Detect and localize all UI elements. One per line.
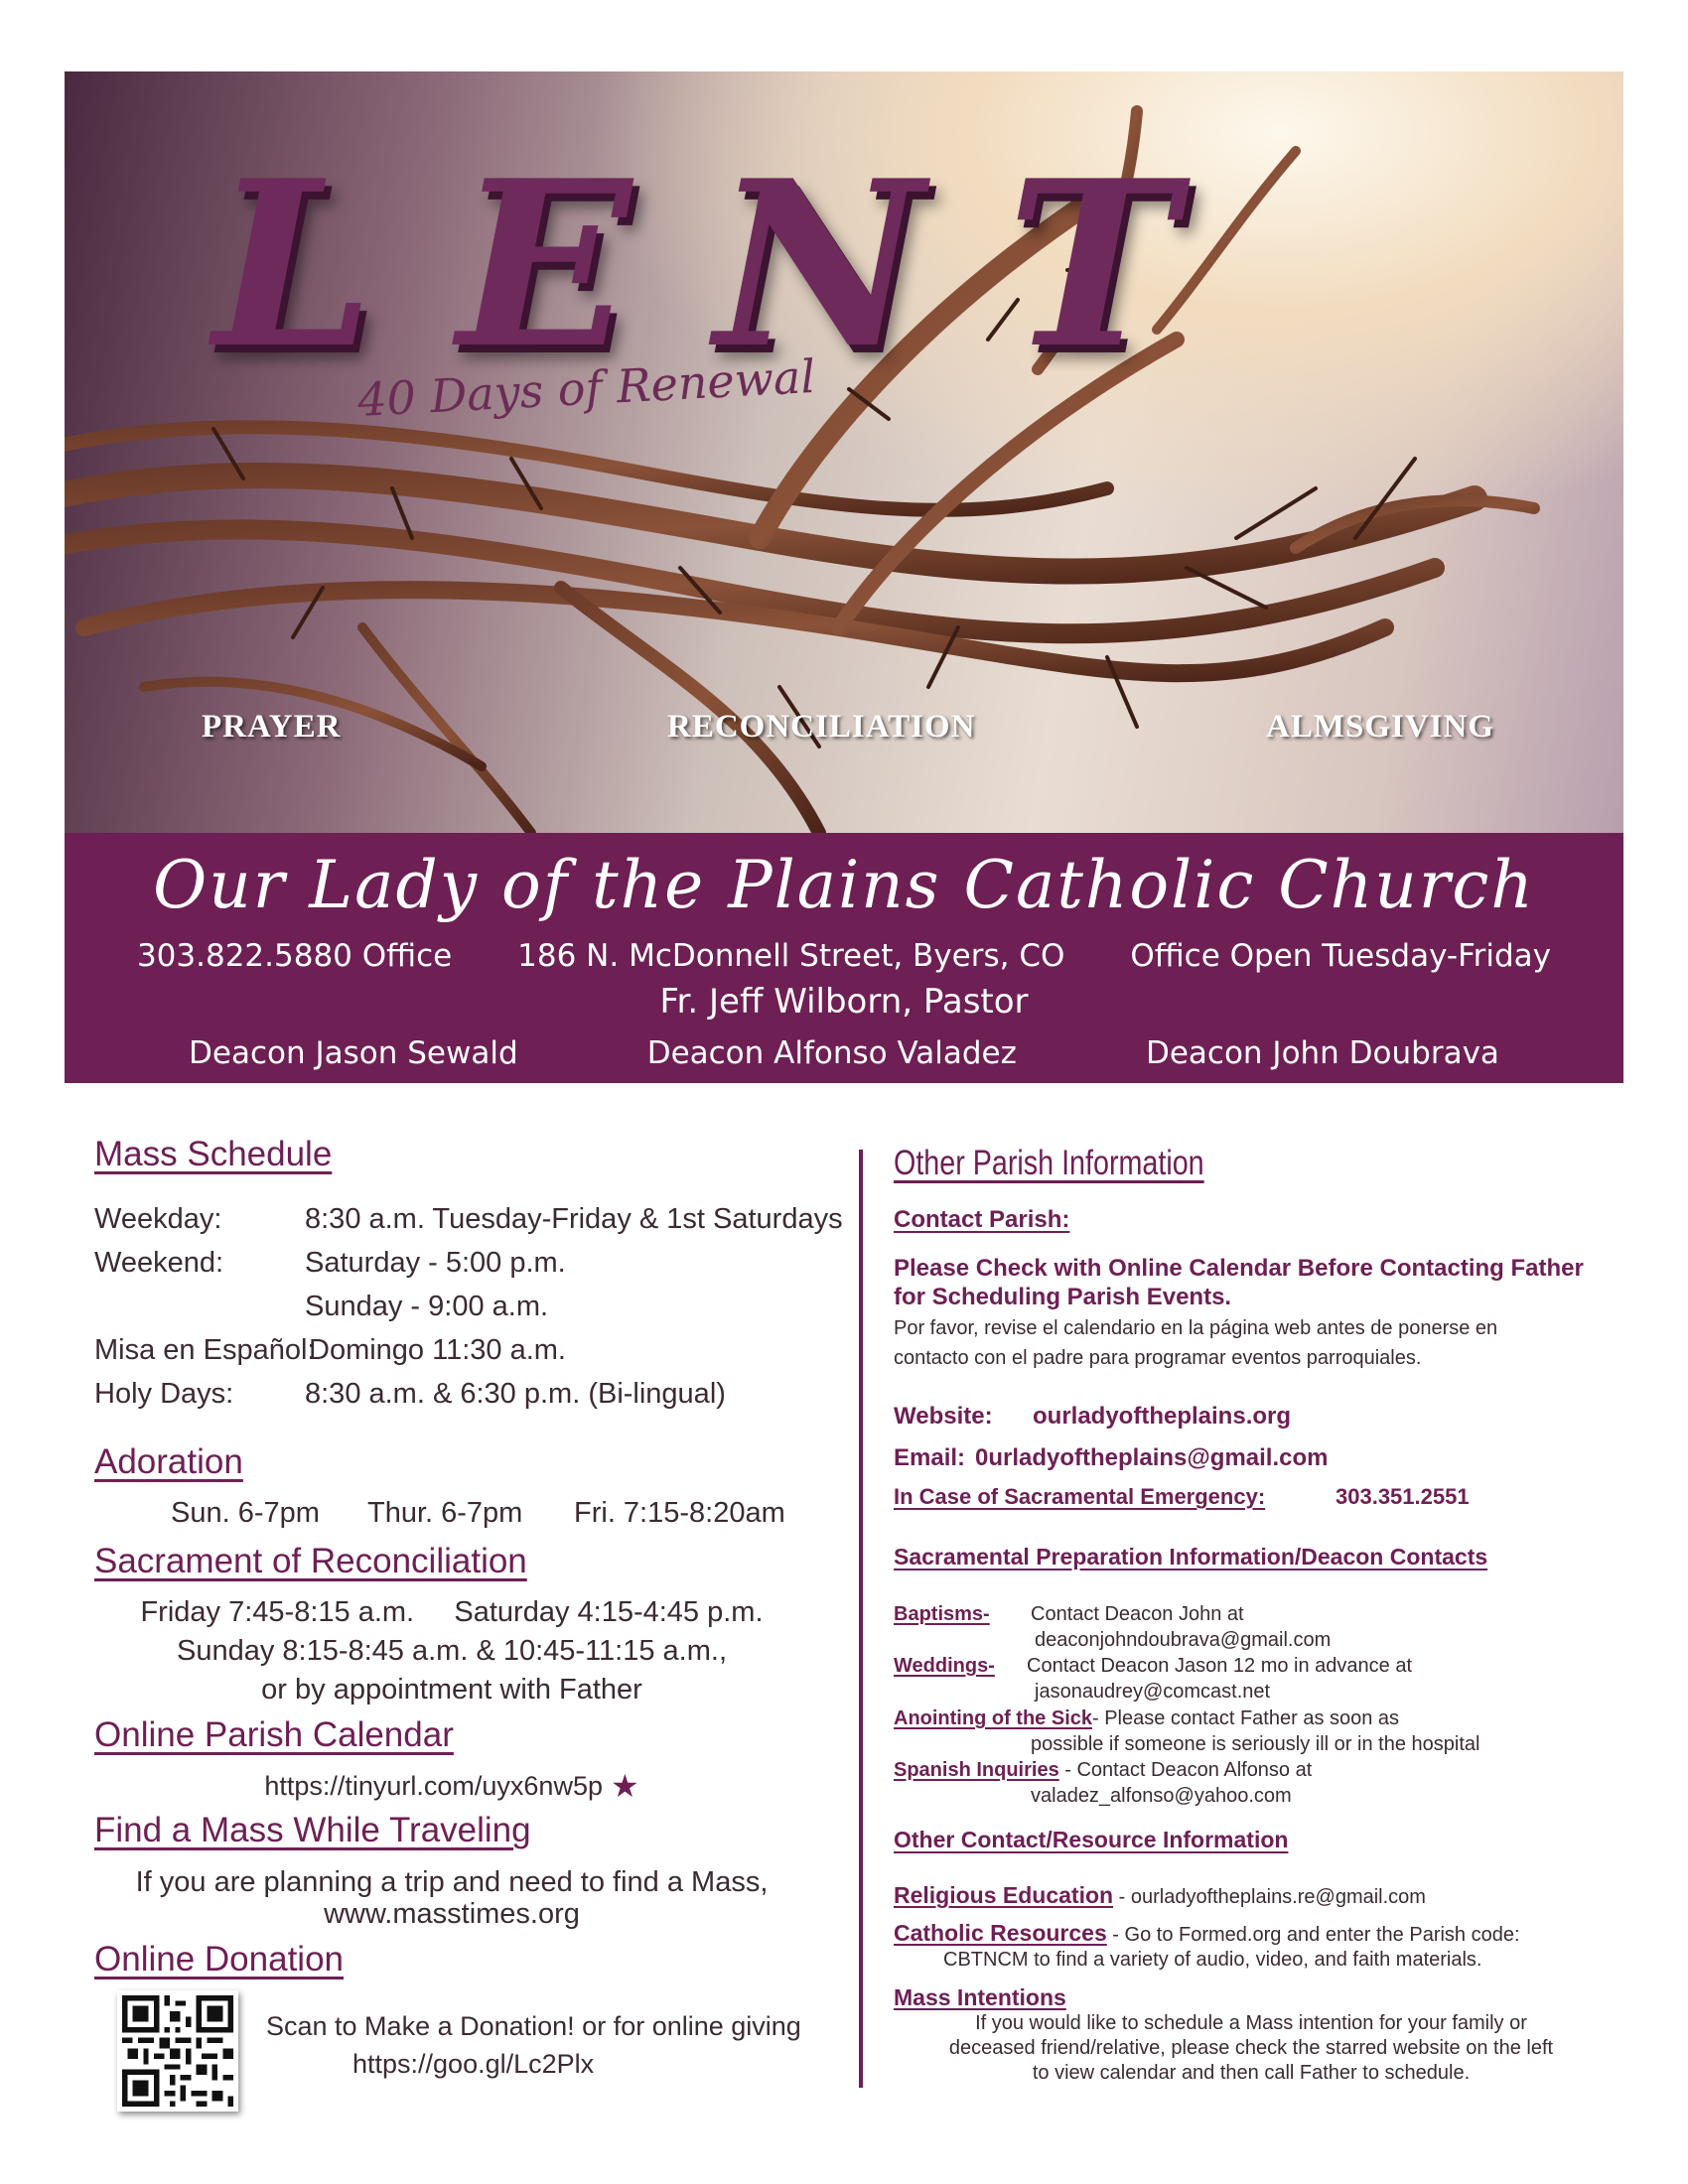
adoration-time: Fri. 7:15-8:20am bbox=[574, 1497, 785, 1529]
weddings-label: Weddings- bbox=[894, 1655, 995, 1677]
calendar-notice-en: Please Check with Online Calendar Before Contacting Father bbox=[894, 1255, 1584, 1282]
adoration-time: Thur. 6-7pm bbox=[367, 1497, 523, 1529]
hero-image bbox=[65, 71, 1623, 833]
lent-letter: N bbox=[714, 131, 933, 399]
baptisms-email[interactable]: deaconjohndoubrava@gmail.com bbox=[1035, 1629, 1332, 1651]
mass-value: Domingo 11:30 a.m. bbox=[309, 1334, 566, 1366]
pillar-almsgiving: ALMSGIVING bbox=[1266, 709, 1495, 745]
mass-value: 8:30 a.m. Tuesday-Friday & 1st Saturdays bbox=[305, 1203, 843, 1235]
calendar-notice-en: for Scheduling Parish Events. bbox=[894, 1284, 1232, 1310]
donation-link[interactable]: https://goo.gl/Lc2Plx bbox=[352, 2049, 595, 2079]
intentions-text: deceased friend/relative, please check the starred website on the left bbox=[948, 2037, 1554, 2059]
lent-subtitle: 40 Days of Renewal bbox=[355, 348, 817, 428]
email-label: Email: bbox=[894, 1444, 966, 1471]
religious-label: Religious Education bbox=[894, 1882, 1114, 1908]
spanish-text: - Contact Deacon Alfonso at bbox=[1058, 1759, 1313, 1781]
reconciliation-line: or by appointment with Father bbox=[261, 1674, 642, 1706]
donation-line: Scan to Make a Donation! or for online giving bbox=[266, 2011, 801, 2041]
anointing-text: - Please contact Father as soon as bbox=[1092, 1707, 1400, 1729]
church-address: 186 N. McDonnell Street, Byers, CO bbox=[517, 938, 1065, 974]
mass-schedule-heading: Mass Schedule bbox=[94, 1135, 333, 1173]
travel-heading: Find a Mass While Traveling bbox=[94, 1811, 531, 1849]
catholic-text: CBTNCM to find a variety of audio, video, and faith materials. bbox=[943, 1949, 1482, 1971]
calendar-link-row bbox=[94, 1767, 809, 1805]
church-name: Our Lady of the Plains Catholic Church bbox=[153, 847, 1535, 923]
lent-letter: T bbox=[1006, 131, 1187, 399]
other-info-heading: Other Parish Information bbox=[894, 1144, 1204, 1182]
office-hours: Office Open Tuesday-Friday bbox=[1130, 938, 1552, 974]
adoration-time: Sun. 6-7pm bbox=[171, 1497, 320, 1529]
reconciliation-heading: Sacrament of Reconciliation bbox=[94, 1542, 527, 1580]
travel-line: If you are planning a trip and need to find a Mass, bbox=[135, 1866, 769, 1898]
mass-label: Weekday: bbox=[94, 1203, 222, 1235]
star-icon: ★ bbox=[610, 1768, 639, 1804]
office-phone: 303.822.5880 Office bbox=[136, 938, 453, 974]
masstimes-link[interactable]: www.masstimes.org bbox=[324, 1898, 580, 1930]
mass-label: Holy Days: bbox=[94, 1378, 234, 1410]
intentions-text: If you would like to schedule a Mass intention for your family or bbox=[975, 2012, 1527, 2034]
column-divider bbox=[859, 1150, 863, 2088]
donation-heading: Online Donation bbox=[94, 1940, 344, 1979]
weddings-text: Contact Deacon Jason 12 mo in advance at bbox=[1027, 1655, 1413, 1677]
sacramental-prep-heading: Sacramental Preparation Information/Deacon Contacts bbox=[894, 1544, 1488, 1570]
baptisms-label: Baptisms- bbox=[894, 1603, 990, 1625]
mass-value: Sunday - 9:00 a.m. bbox=[305, 1291, 549, 1322]
emergency-phone: 303.351.2551 bbox=[1336, 1484, 1470, 1509]
anointing-text: possible if someone is seriously ill or in the hospital bbox=[1031, 1733, 1480, 1755]
lent-letter: L bbox=[213, 131, 384, 399]
calendar-heading: Online Parish Calendar bbox=[94, 1715, 454, 1754]
mass-value: Saturday - 5:00 p.m. bbox=[305, 1247, 566, 1279]
anointing-label: Anointing of the Sick bbox=[894, 1707, 1092, 1729]
weddings-email[interactable]: jasonaudrey@comcast.net bbox=[1035, 1681, 1271, 1703]
pillar-prayer: PRAYER bbox=[202, 709, 342, 745]
qr-code-icon[interactable] bbox=[117, 1990, 238, 2112]
email-link[interactable]: 0urladyoftheplains@gmail.com bbox=[975, 1444, 1329, 1471]
church-banner bbox=[65, 833, 1623, 1083]
deacons-row bbox=[65, 1035, 1623, 1071]
church-info-row bbox=[65, 938, 1623, 974]
deacon-name: Deacon Alfonso Valadez bbox=[646, 1035, 1017, 1071]
pastor-name: Fr. Jeff Wilborn, Pastor bbox=[659, 982, 1029, 1022]
resource-heading: Other Contact/Resource Information bbox=[894, 1827, 1289, 1852]
spanish-email[interactable]: valadez_alfonso@yahoo.com bbox=[1031, 1785, 1292, 1807]
website-link[interactable]: ourladyoftheplains.org bbox=[1033, 1403, 1292, 1430]
calendar-notice-es: Por favor, revise el calendario en la página web antes de ponerse en bbox=[894, 1317, 1498, 1339]
catholic-label: Catholic Resources bbox=[894, 1920, 1107, 1946]
spanish-label: Spanish Inquiries bbox=[894, 1759, 1059, 1781]
website-label: Website: bbox=[894, 1403, 993, 1430]
emergency-label: In Case of Sacramental Emergency: bbox=[894, 1484, 1266, 1509]
adoration-heading: Adoration bbox=[94, 1442, 243, 1481]
mass-value: 8:30 a.m. & 6:30 p.m. (Bi-lingual) bbox=[305, 1378, 726, 1410]
calendar-notice-es: contacto con el padre para programar eventos parroquiales. bbox=[894, 1347, 1422, 1369]
mass-label: Misa en Español: bbox=[94, 1334, 316, 1366]
reconciliation-line: Friday 7:45-8:15 a.m. Saturday 4:15-4:45 p.m. bbox=[140, 1596, 764, 1628]
religious-email[interactable]: - ourladyoftheplains.re@gmail.com bbox=[1113, 1886, 1426, 1908]
calendar-link[interactable]: https://tinyurl.com/uyx6nw5p bbox=[264, 1771, 603, 1801]
baptisms-text: Contact Deacon John at bbox=[1031, 1603, 1244, 1625]
lent-letter: E bbox=[457, 131, 641, 399]
deacon-name: Deacon Jason Sewald bbox=[189, 1035, 518, 1071]
reconciliation-line: Sunday 8:15-8:45 a.m. & 10:45-11:15 a.m., bbox=[176, 1635, 728, 1667]
pillar-reconciliation: RECONCILIATION bbox=[667, 709, 976, 745]
catholic-text: - Go to Formed.org and enter the Parish code: bbox=[1106, 1924, 1520, 1946]
intentions-text: to view calendar and then call Father to schedule. bbox=[1032, 2062, 1471, 2084]
mass-label: Weekend: bbox=[94, 1247, 224, 1279]
contact-parish-heading: Contact Parish: bbox=[894, 1206, 1070, 1233]
deacon-name: Deacon John Doubrava bbox=[1145, 1035, 1499, 1071]
intentions-label: Mass Intentions bbox=[894, 1984, 1066, 2010]
